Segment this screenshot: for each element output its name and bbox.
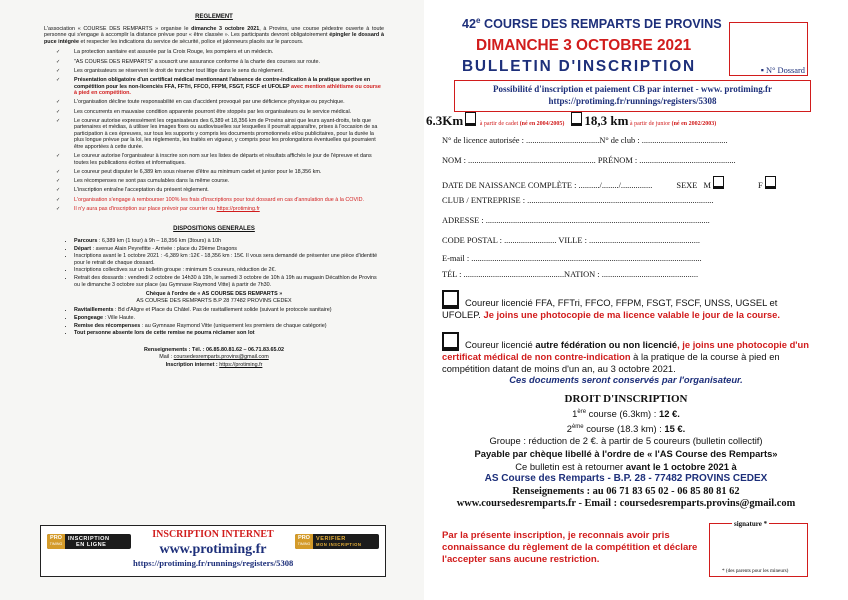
checkmark-icon: ✓: [56, 153, 61, 160]
checkmark-icon: ✓: [56, 108, 61, 115]
reglement-intro: L'association « COURSE DES REMPARTS » organise le dimanche 3 octobre 2021, à Provins, une course pédestre ouverte à toute personne qui s'engage à accomplir la distance prévue pour « être classée ». Les participants devront obligatoirement épingler le dossard à puce intégrée et respecter les indications du service de sécurité, police et jalonneurs placés sur le parcours.: [44, 25, 384, 45]
rule-item: ✓ L'organisation s'engage à rembourser 100% les frais d'inscriptions pour tout dossard en cas d'annulation due à la COVID.: [56, 196, 364, 203]
nonlicencie-option: Coureur licencié autre fédération ou non licencié, je joins une photocopie d'un certificat médical de non contre-indication à la pratique de la course à pied en compétition datant de moins d'un an, au 3 octobre 2021.: [442, 332, 810, 374]
checkmark-icon: ✓: [56, 205, 61, 212]
dispositions-title: DISPOSITIONS GENERALES: [173, 226, 255, 233]
documents-kept-note: Ces documents seront conservés par l'organisateur.: [509, 374, 743, 385]
internet-banner: [40, 525, 386, 577]
rules-list: [44, 49, 384, 212]
cheque-info: Chèque à l'ordre de « AS COURSE DES REMPARTS » AS COURSE DES REMPARTS B.P 28 77482 PROVINS CEDEX: [136, 291, 292, 304]
checkmark-icon: ✓: [56, 76, 61, 83]
rule-item: ✓ "AS COURSE DES REMPARTS" a souscrit une assurance conforme à la charte des courses sur route.: [56, 58, 321, 65]
banner-title: INSCRIPTION INTERNET: [152, 529, 274, 540]
droit-line2: 2ème course (18.3 km) : 15 €.: [566, 422, 686, 434]
reglement-title: REGLEMENT: [195, 14, 233, 20]
race2-checkbox[interactable]: [571, 112, 582, 126]
dispositions-list: [44, 238, 384, 288]
address-field[interactable]: ADRESSE : ...........................................................................................................: [442, 216, 710, 225]
rule-item: ✓ La protection sanitaire est assurée par la Croix Rouge, les pompiers et un médecin.: [56, 49, 274, 56]
disposition-item: • Inscriptions collectives sur un bulletin groupe : minimum 5 coureurs, réduction de 2€.: [74, 267, 384, 274]
droit-line1: 1ère course (6.3km) : 12 €.: [572, 408, 680, 420]
retour-line: Ce bulletin est à retourner avant le 1 octobre 2021 à: [515, 460, 737, 472]
signature-note: * (des parents pour les mineurs): [722, 568, 789, 574]
disposition-item: • Retrait des dossards : vendredi 2 octobre de 14h30 à 19h, le samedi 3 octobre de 10h à 19h au magasin Décathlon de Provins ou le dimanche 3 octobre sur place (au Gymnase Raymond Vitte) à partir de 7h30.: [74, 275, 384, 288]
banner-url[interactable]: https://protiming.fr/runnings/registers/5308: [133, 558, 294, 568]
contact-internet-link[interactable]: https://protiming.fr: [219, 361, 263, 368]
disposition-item: • Inscriptions avant le 1 octobre 2021 : -6,389 km :12€ - 18,356 km : 15€. Il vous sera demandé de présenter une pièce d'identité pour le retrait de chaque dossard.: [74, 253, 384, 266]
bulletin-page: [424, 0, 848, 600]
promo-line1[interactable]: Possibilité d'inscription et paiement CB par internet - www. protiming.fr: [493, 84, 772, 94]
dossard-label: ▪ N° Dossard: [760, 65, 805, 75]
disposition-item: • Epongeage : Ville Haute.: [74, 315, 384, 322]
licencie-checkbox[interactable]: [442, 290, 459, 309]
signature-box[interactable]: [709, 520, 808, 577]
postal-address: AS Course des Remparts - B.P. 28 - 77482 PROVINS CEDEX: [484, 473, 768, 485]
badge-verifier-inscription[interactable]: PRO TIMING VERIFIER MON INSCRIPTION: [295, 534, 379, 549]
contact-mail-link[interactable]: coursedesremparts.provins@gmail.com: [173, 354, 269, 361]
licencie-option: Coureur licencié FFA, FFTri, FFCO, FFPM, FSGT, FSCF, UNSS, UGSEL et UFOLEP. Je joins une photocopie de ma licence valable le jour de la course.: [442, 290, 810, 321]
licence-field[interactable]: N° de licence autorisée : ...................................N° de club : .........................................: [442, 136, 728, 145]
checkmark-icon: ✓: [56, 67, 61, 74]
race-options: 6.3Km à partir de cadet (né en 2004/2005) 18,3 km à partir de junior (né en 2002/2003): [426, 113, 717, 128]
rule-item: ✓ Le coureur autorise l'organisateur à inscrire son nom sur les listes de départs et résultats affichés le jour de l'épreuve et dans toutes les publications écrites et informatiques.: [56, 153, 372, 166]
sexe-label: SEXE: [676, 181, 698, 190]
nonlicencie-checkbox[interactable]: [442, 332, 459, 351]
race1-checkbox[interactable]: [465, 112, 476, 126]
checkmark-icon: ✓: [56, 196, 61, 203]
dispositions-list-2: [44, 307, 384, 336]
race2-distance: 18,3 km: [584, 113, 629, 128]
badge-inscription-en-ligne[interactable]: PRO TIMING INSCRIPTION EN LIGNE: [47, 534, 131, 549]
email-field[interactable]: E-mail : ..............................................................................................................: [442, 254, 702, 263]
rule-link[interactable]: https://protiming.fr: [216, 205, 260, 212]
disposition-item: • Parcours : 6,389 km (1 tour) à 9h – 18,356 km (3tours) à 10h: [74, 238, 384, 245]
bulletin-heading: BULLETIN D'INSCRIPTION: [462, 58, 696, 75]
signature-label: signature *: [734, 520, 768, 528]
club-field[interactable]: CLUB / ENTREPRISE : .........................................................................................: [442, 196, 714, 205]
disposition-item: • Départ : avenue Alain Peyrefitte - Arrivée : place du 29ème Dragons: [74, 246, 384, 253]
disposition-item: • Tout personne absente lors de cette remise ne pourra réclamer son lot: [74, 330, 384, 337]
groupe-line: Groupe : réduction de 2 €. à partir de 5 coureurs (bulletin collectif): [489, 435, 763, 447]
rule-item: ✓ Les concurrents en mauvaise condition apparente pourront être stoppés par les organisateurs ou le service médical.: [56, 108, 352, 115]
checkmark-icon: ✓: [56, 178, 61, 185]
race-date: DIMANCHE 3 OCTOBRE 2021: [476, 37, 692, 54]
droit-title: DROIT D'INSCRIPTION: [564, 393, 688, 405]
rule-item: ✓ Les organisateurs se réservent le droit de trancher tout litige dans le sens du règlement.: [56, 67, 284, 74]
rule-item: ✓ Présentation obligatoire d'un certificat médical mentionnant l'absence de contre-indication à la pratique sportive en compétition pour les non-licenciés FFA, FFTri, FFCO, FFPM, FSGT, FSCF et UFOLEP avec mention athlétisme ou course à pied en compétition.: [56, 76, 381, 97]
sexe-f-checkbox[interactable]: [765, 176, 776, 189]
race1-distance: 6.3Km: [426, 113, 464, 128]
checkmark-icon: ✓: [56, 187, 61, 194]
rule-item: ✓ Le coureur autorise expressément les organisateurs des 6,389 et 18,356 km de Provins ainsi que leurs ayant-droits, tels que partenaires et médias, à utiliser les images fixes ou audiovisuelles sur lesquelles il pourrait apparaître, prises à l'occasion de sa participation à ces épreuves, sur tous les supports y compris les documents promotionnels et/ou publicitaires, pour la durée la plus longue prévue par la loi, les règlements, les traités en vigueur, y compris pour les prolongations éventuelles qui pourraient être apportées à cette durée.: [56, 117, 378, 151]
declaration-text: Par la présente inscription, je reconnais avoir pris connaissance du règlement de la compétition et déclare l'accepter sans aucune restriction.: [442, 530, 698, 566]
checkmark-icon: ✓: [56, 49, 61, 56]
rule-item: ✓ Le coureur peut disputer le 6,389 km sous réserve d'être au minimum cadet et junior pour le 18,356 km.: [56, 169, 322, 176]
disposition-item: • Ravitaillements : Bd d'Aligre et Place du Châtel. Pas de ravitaillement solide (suivant le protocole sanitaire): [74, 307, 384, 314]
phone-field[interactable]: TÉL : ................................................NATION : ..............................................: [442, 270, 699, 279]
checkmark-icon: ✓: [56, 99, 61, 106]
checkmark-icon: ✓: [56, 58, 61, 65]
sexe-m-checkbox[interactable]: [713, 176, 724, 189]
payable-line: Payable par chèque libellé à l'ordre de « l'AS Course des Remparts»: [474, 448, 778, 460]
birthdate-field[interactable]: DATE DE NAISSANCE COMPLÈTE : ........../......../............... SEXE M F: [442, 176, 778, 190]
disposition-item: • Remise des récompenses : au Gymnase Raymond Vitte (uniquement les premiers de chaque catégorie): [74, 323, 384, 330]
postal-field[interactable]: CODE POSTAL : ......................... VILLE : .....................................................: [442, 236, 701, 245]
banner-site[interactable]: www.protiming.fr: [159, 542, 267, 557]
checkmark-icon: ✓: [56, 169, 61, 176]
site-email-line[interactable]: www.coursedesremparts.fr - Email : coursedesremparts.provins@gmail.com: [456, 498, 796, 510]
checkmark-icon: ✓: [56, 117, 61, 124]
dossard-box[interactable]: [729, 22, 808, 76]
promo-line2[interactable]: https://protiming.fr/runnings/registers/5308: [548, 96, 717, 106]
race-title: 42e COURSE DES REMPARTS DE PROVINS: [462, 16, 722, 32]
rule-item: ✓ Les récompenses ne sont pas cumulables dans la même course.: [56, 178, 230, 185]
rule-item: ✓ L'organisation décline toute responsabilité en cas d'accident provoqué par une déficience physique ou psychique.: [56, 99, 345, 106]
rule-item: ✓ L'inscription entraîne l'acceptation du présent règlement.: [56, 187, 209, 194]
droit-block: [442, 392, 810, 511]
badge-pro-text: PRO: [50, 535, 62, 541]
promo-box: [454, 80, 811, 112]
contact-block: Renseignements : Tél. : 06.85.80.81.62 – 06.71.83.65.02 Mail : coursedesremparts.provins@gmail.com Inscription internet : https://protiming.fr: [144, 346, 284, 368]
renseignements-line: Renseignements : au 06 71 83 65 02 - 06 85 80 81 62: [512, 485, 740, 497]
rule-item: ✓ Il n'y aura pas d'inscription sur place prévoir par courrier ou https://protiming.fr: [56, 205, 260, 212]
name-field[interactable]: NOM : ............................................................. PRÉNOM : ..............................................: [442, 156, 736, 165]
